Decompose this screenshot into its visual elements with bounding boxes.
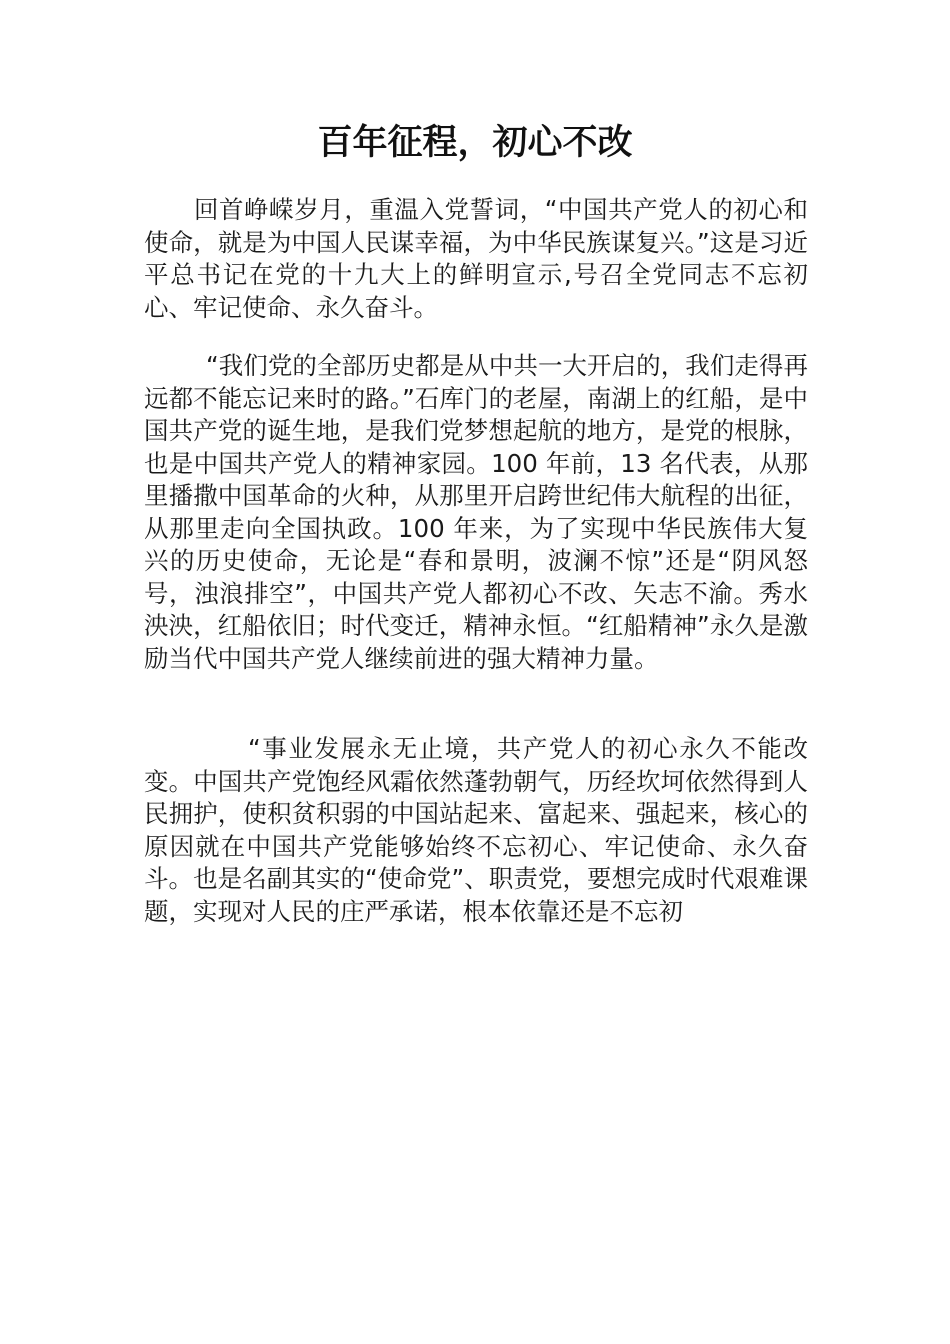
paragraph-1: 回首峥嵘岁月，重温入党誓词，“中国共产党人的初心和使命，就是为中国人民谋幸福，为中华民族谋复兴。”这是习近平总书记在党的十九大上的鲜明宣示,号召全党同志不忘初心、牢记使命、永久奋斗。 (144, 195, 808, 322)
paragraph-2: “我们党的全部历史都是从中共一大开启的，我们走得再远都不能忘记来时的路。”石库门的老屋，南湖上的红船，是中国共产党的诞生地，是我们党梦想起航的地方，是党的根脉，也是中国共产党人的精神家园。100 年前，13 名代表，从那里播撒中国革命的火种，从那里开启跨世纪伟大航程的出征，从那里走向全国执政。100 年来，为了实现中华民族伟大复兴的历史使命，无论是“春和景明，波澜不惊”还是“阴风怒号，浊浪排空”，中国共产党人都初心不改、矢志不渝。秀水泱泱，红船依旧；时代变迁，精神永恒。“红船精神”永久是激励当代中国共产党人继续前进的强大精神力量。 (144, 351, 808, 673)
paragraph-3: “事业发展永无止境，共产党人的初心永久不能改变。中国共产党饱经风霜依然蓬勃朝气，历经坎坷依然得到人民拥护，使积贫积弱的中国站起来、富起来、强起来，核心的原因就在中国共产党能够始终不忘初心、牢记使命、永久奋斗。也是名副其实的“使命党”、职责党，要想完成时代艰难课题，实现对人民的庄严承诺，根本依靠还是不忘初 (144, 734, 808, 926)
document-title: 百年征程，初心不改 (317, 123, 633, 163)
